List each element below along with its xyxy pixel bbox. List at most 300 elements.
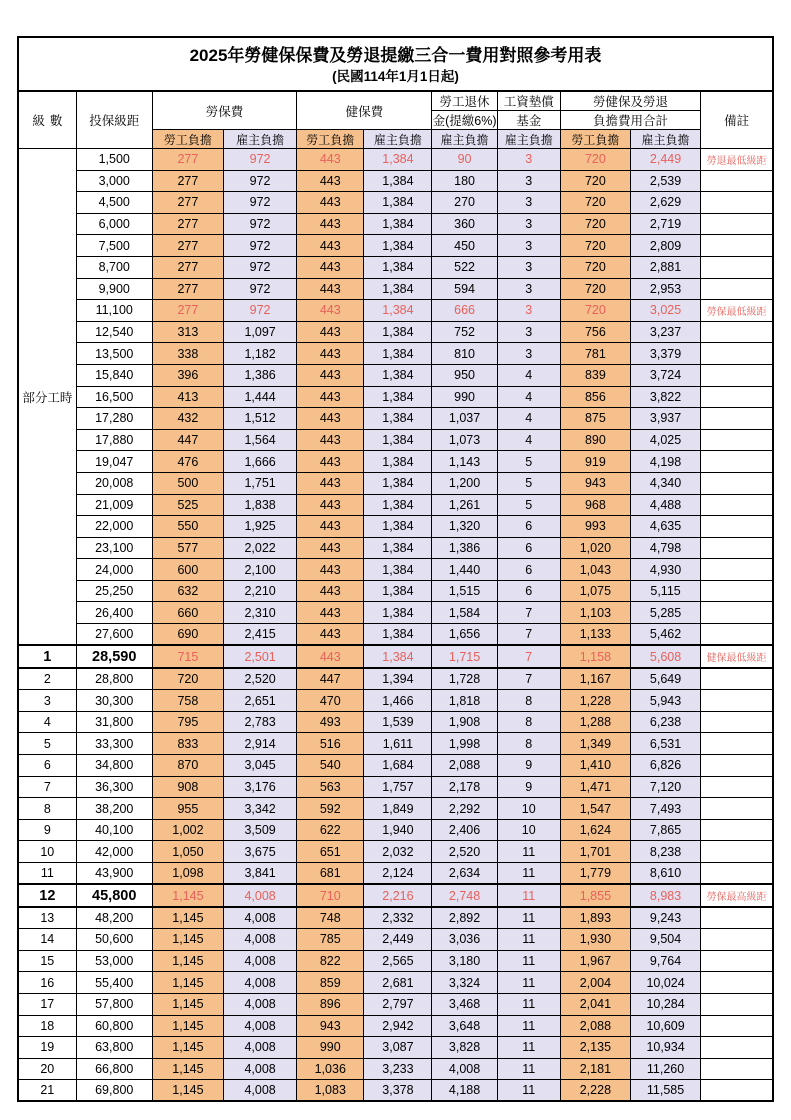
wage-fund-employer-cell: 11 [497, 1058, 560, 1080]
labor-ins-employer-cell: 4,008 [224, 950, 297, 972]
table-row [18, 755, 773, 777]
col-header-wage-fund-line1: 工資墊償 [497, 91, 560, 111]
remark-cell [701, 580, 773, 602]
wage-fund-employer-cell: 11 [497, 929, 560, 951]
bracket-cell: 8,700 [76, 256, 152, 278]
labor-ins-employer-cell: 4,008 [224, 1058, 297, 1080]
labor-ins-employer-cell: 2,210 [224, 580, 297, 602]
remark-cell [701, 494, 773, 516]
labor-ins-employer-cell: 4,008 [224, 972, 297, 994]
total-employer-cell: 6,531 [630, 733, 700, 755]
total-employee-cell: 919 [560, 451, 630, 473]
total-employer-cell: 9,764 [630, 950, 700, 972]
wage-fund-employer-cell: 6 [497, 537, 560, 559]
bracket-cell: 11,100 [76, 300, 152, 322]
labor-ins-employee-cell: 1,145 [152, 1037, 223, 1059]
table-row [18, 429, 773, 451]
level-cell: 19 [18, 1037, 76, 1059]
labor-ins-employee-cell: 277 [152, 235, 223, 257]
wage-fund-employer-cell: 4 [497, 408, 560, 430]
wage-fund-employer-cell: 3 [497, 170, 560, 192]
pension-employer-cell: 3,036 [432, 929, 497, 951]
health-ins-employee-cell: 443 [297, 408, 364, 430]
health-ins-employer-cell: 2,449 [364, 929, 432, 951]
total-employee-cell: 2,088 [560, 1015, 630, 1037]
total-employer-cell: 8,983 [630, 884, 700, 907]
wage-fund-employer-cell: 4 [497, 429, 560, 451]
wage-fund-employer-cell: 4 [497, 386, 560, 408]
level-cell: 4 [18, 711, 76, 733]
health-ins-employer-cell: 1,384 [364, 624, 432, 646]
remark-cell [701, 516, 773, 538]
remark-cell [701, 1015, 773, 1037]
labor-ins-employee-cell: 758 [152, 690, 223, 712]
health-ins-employer-cell: 3,233 [364, 1058, 432, 1080]
remark-cell: 健保最低級距 [701, 645, 773, 668]
total-employee-cell: 856 [560, 386, 630, 408]
remark-cell [701, 343, 773, 365]
labor-ins-employee-cell: 277 [152, 170, 223, 192]
table-row [18, 408, 773, 430]
total-employee-cell: 720 [560, 170, 630, 192]
labor-ins-employee-cell: 1,145 [152, 907, 223, 929]
wage-fund-employer-cell: 7 [497, 668, 560, 690]
labor-ins-employee-cell: 870 [152, 755, 223, 777]
labor-ins-employee-cell: 690 [152, 624, 223, 646]
table-row [18, 343, 773, 365]
wage-fund-employer-cell: 10 [497, 798, 560, 820]
health-ins-employer-cell: 2,124 [364, 863, 432, 885]
health-ins-employee-cell: 443 [297, 429, 364, 451]
total-employer-cell: 4,340 [630, 472, 700, 494]
total-employer-cell: 3,025 [630, 300, 700, 322]
table-title: 2025年勞健保保費及勞退提繳三合一費用對照參考用表 [189, 45, 602, 65]
table-row [18, 776, 773, 798]
col-header-pension-line1: 勞工退休 [432, 91, 497, 111]
remark-cell [701, 929, 773, 951]
health-ins-employer-cell: 1,757 [364, 776, 432, 798]
table-row [18, 451, 773, 473]
pension-employer-cell: 450 [432, 235, 497, 257]
labor-ins-employer-cell: 1,925 [224, 516, 297, 538]
health-ins-employee-cell: 651 [297, 841, 364, 863]
labor-ins-employee-cell: 277 [152, 278, 223, 300]
labor-ins-employee-cell: 277 [152, 192, 223, 214]
wage-fund-employer-cell: 6 [497, 580, 560, 602]
pension-employer-cell: 1,200 [432, 472, 497, 494]
remark-cell [701, 170, 773, 192]
table-row [18, 602, 773, 624]
total-employer-cell: 2,719 [630, 213, 700, 235]
labor-ins-employee-cell: 447 [152, 429, 223, 451]
total-employer-cell: 5,285 [630, 602, 700, 624]
labor-ins-employer-cell: 3,045 [224, 755, 297, 777]
health-ins-employee-cell: 859 [297, 972, 364, 994]
remark-cell [701, 278, 773, 300]
health-ins-employee-cell: 493 [297, 711, 364, 733]
health-ins-employer-cell: 1,384 [364, 408, 432, 430]
health-ins-employee-cell: 443 [297, 451, 364, 473]
total-employer-cell: 2,449 [630, 149, 700, 171]
level-cell: 11 [18, 863, 76, 885]
labor-ins-employer-cell: 2,100 [224, 559, 297, 581]
pension-employer-cell: 990 [432, 386, 497, 408]
pension-employer-cell: 1,440 [432, 559, 497, 581]
total-employee-cell: 756 [560, 321, 630, 343]
labor-ins-employer-cell: 3,509 [224, 819, 297, 841]
col-header-health-insurance: 健保費 [297, 91, 432, 130]
labor-ins-employer-cell: 2,501 [224, 645, 297, 668]
labor-ins-employee-cell: 1,145 [152, 950, 223, 972]
labor-ins-employee-cell: 1,145 [152, 884, 223, 907]
labor-ins-employer-cell: 2,520 [224, 668, 297, 690]
wage-fund-employer-cell: 11 [497, 884, 560, 907]
bracket-cell: 36,300 [76, 776, 152, 798]
labor-ins-employer-cell: 1,838 [224, 494, 297, 516]
labor-ins-employer-cell: 4,008 [224, 884, 297, 907]
total-employer-cell: 4,025 [630, 429, 700, 451]
pension-employer-cell: 522 [432, 256, 497, 278]
level-cell: 17 [18, 993, 76, 1015]
level-cell: 18 [18, 1015, 76, 1037]
wage-fund-employer-cell: 3 [497, 300, 560, 322]
level-cell: 10 [18, 841, 76, 863]
health-ins-employee-cell: 443 [297, 645, 364, 668]
wage-fund-employer-cell: 6 [497, 559, 560, 581]
pension-employer-cell: 3,180 [432, 950, 497, 972]
remark-cell [701, 624, 773, 646]
table-row [18, 668, 773, 690]
labor-ins-employer-cell: 2,651 [224, 690, 297, 712]
pension-employer-cell: 666 [432, 300, 497, 322]
pension-employer-cell: 1,037 [432, 408, 497, 430]
remark-cell [701, 472, 773, 494]
total-employer-cell: 4,198 [630, 451, 700, 473]
labor-ins-employee-cell: 1,145 [152, 993, 223, 1015]
remark-cell [701, 819, 773, 841]
total-employee-cell: 1,779 [560, 863, 630, 885]
health-ins-employer-cell: 1,384 [364, 580, 432, 602]
wage-fund-employer-cell: 11 [497, 1015, 560, 1037]
health-ins-employer-cell: 1,384 [364, 602, 432, 624]
wage-fund-employer-cell: 11 [497, 907, 560, 929]
labor-ins-employee-cell: 396 [152, 364, 223, 386]
total-employee-cell: 943 [560, 472, 630, 494]
health-ins-employee-cell: 443 [297, 516, 364, 538]
col-header-pension-line2: 金(提繳6%) [432, 111, 497, 130]
level-cell: 2 [18, 668, 76, 690]
table-row [18, 364, 773, 386]
total-employee-cell: 2,004 [560, 972, 630, 994]
pension-employer-cell: 2,292 [432, 798, 497, 820]
labor-ins-employee-cell: 955 [152, 798, 223, 820]
total-employee-cell: 2,181 [560, 1058, 630, 1080]
total-employer-cell: 4,488 [630, 494, 700, 516]
labor-ins-employer-cell: 3,675 [224, 841, 297, 863]
total-employer-cell: 2,881 [630, 256, 700, 278]
level-cell: 20 [18, 1058, 76, 1080]
labor-ins-employer-cell: 3,841 [224, 863, 297, 885]
total-employer-cell: 10,284 [630, 993, 700, 1015]
total-employee-cell: 1,967 [560, 950, 630, 972]
health-ins-employer-cell: 3,087 [364, 1037, 432, 1059]
table-row [18, 733, 773, 755]
labor-ins-employer-cell: 2,415 [224, 624, 297, 646]
wage-fund-employer-cell: 11 [497, 841, 560, 863]
col-header-total-line1: 勞健保及勞退 [560, 91, 700, 111]
pension-employer-cell: 1,715 [432, 645, 497, 668]
bracket-cell: 27,600 [76, 624, 152, 646]
bracket-cell: 15,840 [76, 364, 152, 386]
pension-employer-cell: 180 [432, 170, 497, 192]
wage-fund-employer-cell: 4 [497, 364, 560, 386]
total-employee-cell: 2,135 [560, 1037, 630, 1059]
pension-employer-cell: 90 [432, 149, 497, 171]
bracket-cell: 22,000 [76, 516, 152, 538]
level-cell: 7 [18, 776, 76, 798]
bracket-cell: 48,200 [76, 907, 152, 929]
wage-fund-employer-cell: 9 [497, 776, 560, 798]
health-ins-employer-cell: 3,378 [364, 1080, 432, 1102]
col-header-wage-fund-line2: 基金 [497, 111, 560, 130]
labor-ins-employee-cell: 1,002 [152, 819, 223, 841]
labor-ins-employee-cell: 1,145 [152, 1015, 223, 1037]
health-ins-employer-cell: 1,940 [364, 819, 432, 841]
labor-ins-employee-cell: 1,145 [152, 1058, 223, 1080]
health-ins-employee-cell: 443 [297, 192, 364, 214]
health-ins-employer-cell: 1,384 [364, 645, 432, 668]
health-ins-employer-cell: 2,565 [364, 950, 432, 972]
total-employee-cell: 1,893 [560, 907, 630, 929]
col-header-remark: 備註 [701, 91, 773, 149]
health-ins-employer-cell: 1,384 [364, 494, 432, 516]
level-cell: 14 [18, 929, 76, 951]
pension-employer-cell: 752 [432, 321, 497, 343]
wage-fund-employer-cell: 9 [497, 755, 560, 777]
labor-ins-employee-cell: 525 [152, 494, 223, 516]
remark-cell [701, 711, 773, 733]
total-employer-cell: 5,649 [630, 668, 700, 690]
health-ins-employer-cell: 1,384 [364, 278, 432, 300]
total-employer-cell: 3,937 [630, 408, 700, 430]
remark-cell [701, 755, 773, 777]
pension-employer-cell: 1,143 [432, 451, 497, 473]
health-ins-employer-cell: 1,394 [364, 668, 432, 690]
remark-cell [701, 690, 773, 712]
labor-ins-employee-cell: 1,145 [152, 1080, 223, 1102]
health-ins-employee-cell: 1,036 [297, 1058, 364, 1080]
health-ins-employer-cell: 1,384 [364, 559, 432, 581]
total-employer-cell: 8,610 [630, 863, 700, 885]
health-ins-employer-cell: 1,384 [364, 170, 432, 192]
table-row [18, 624, 773, 646]
remark-cell [701, 841, 773, 863]
pension-employer-cell: 2,748 [432, 884, 497, 907]
labor-ins-employer-cell: 3,176 [224, 776, 297, 798]
labor-ins-employer-cell: 972 [224, 192, 297, 214]
total-employee-cell: 1,624 [560, 819, 630, 841]
pension-employer-cell: 810 [432, 343, 497, 365]
total-employee-cell: 1,288 [560, 711, 630, 733]
health-ins-employer-cell: 2,942 [364, 1015, 432, 1037]
bracket-cell: 60,800 [76, 1015, 152, 1037]
remark-cell [701, 408, 773, 430]
pension-employer-cell: 1,073 [432, 429, 497, 451]
bracket-cell: 42,000 [76, 841, 152, 863]
pension-employer-cell: 3,828 [432, 1037, 497, 1059]
labor-ins-employer-cell: 1,751 [224, 472, 297, 494]
total-employer-cell: 6,238 [630, 711, 700, 733]
total-employer-cell: 10,609 [630, 1015, 700, 1037]
pension-employer-cell: 1,584 [432, 602, 497, 624]
table-row [18, 235, 773, 257]
total-employee-cell: 2,228 [560, 1080, 630, 1102]
labor-ins-employer-cell: 972 [224, 235, 297, 257]
table-row [18, 950, 773, 972]
labor-ins-employer-cell: 4,008 [224, 993, 297, 1015]
health-ins-employer-cell: 1,384 [364, 386, 432, 408]
health-ins-employee-cell: 748 [297, 907, 364, 929]
health-ins-employee-cell: 516 [297, 733, 364, 755]
table-row [18, 1058, 773, 1080]
remark-cell [701, 213, 773, 235]
pension-employer-cell: 1,728 [432, 668, 497, 690]
labor-ins-employee-cell: 432 [152, 408, 223, 430]
pension-employer-cell: 2,520 [432, 841, 497, 863]
fee-reference-table [17, 36, 774, 1102]
wage-fund-employer-cell: 7 [497, 602, 560, 624]
bracket-cell: 19,047 [76, 451, 152, 473]
labor-ins-employee-cell: 277 [152, 256, 223, 278]
health-ins-employee-cell: 443 [297, 213, 364, 235]
total-employer-cell: 8,238 [630, 841, 700, 863]
pension-employer-cell: 2,406 [432, 819, 497, 841]
total-employee-cell: 875 [560, 408, 630, 430]
total-employee-cell: 720 [560, 213, 630, 235]
labor-ins-employee-cell: 1,145 [152, 972, 223, 994]
table-row [18, 213, 773, 235]
labor-ins-employer-cell: 1,564 [224, 429, 297, 451]
remark-cell: 勞退最低級距 [701, 149, 773, 171]
bracket-cell: 12,540 [76, 321, 152, 343]
total-employee-cell: 1,349 [560, 733, 630, 755]
total-employee-cell: 720 [560, 149, 630, 171]
pension-employer-cell: 1,656 [432, 624, 497, 646]
health-ins-employee-cell: 563 [297, 776, 364, 798]
total-employee-cell: 720 [560, 256, 630, 278]
labor-ins-employee-cell: 833 [152, 733, 223, 755]
table-row [18, 386, 773, 408]
health-ins-employee-cell: 785 [297, 929, 364, 951]
table-row [18, 993, 773, 1015]
total-employee-cell: 1,103 [560, 602, 630, 624]
subheader-pension-employer: 雇主負擔 [432, 130, 497, 149]
total-employer-cell: 3,379 [630, 343, 700, 365]
remark-cell [701, 192, 773, 214]
wage-fund-employer-cell: 11 [497, 1080, 560, 1102]
bracket-cell: 43,900 [76, 863, 152, 885]
health-ins-employer-cell: 1,384 [364, 516, 432, 538]
total-employee-cell: 1,020 [560, 537, 630, 559]
total-employee-cell: 2,041 [560, 993, 630, 1015]
remark-cell [701, 1080, 773, 1102]
health-ins-employee-cell: 540 [297, 755, 364, 777]
health-ins-employee-cell: 443 [297, 472, 364, 494]
fee-table-sheet [17, 36, 774, 1102]
table-row [18, 690, 773, 712]
total-employee-cell: 1,471 [560, 776, 630, 798]
health-ins-employer-cell: 2,332 [364, 907, 432, 929]
bracket-cell: 45,800 [76, 884, 152, 907]
table-row [18, 645, 773, 668]
health-ins-employer-cell: 1,384 [364, 364, 432, 386]
labor-ins-employer-cell: 4,008 [224, 929, 297, 951]
total-employee-cell: 720 [560, 192, 630, 214]
health-ins-employee-cell: 443 [297, 580, 364, 602]
total-employer-cell: 11,585 [630, 1080, 700, 1102]
wage-fund-employer-cell: 3 [497, 192, 560, 214]
remark-cell [701, 235, 773, 257]
bracket-cell: 69,800 [76, 1080, 152, 1102]
labor-ins-employee-cell: 1,145 [152, 929, 223, 951]
remark-cell [701, 972, 773, 994]
pension-employer-cell: 3,468 [432, 993, 497, 1015]
total-employer-cell: 4,635 [630, 516, 700, 538]
title-block [18, 37, 773, 91]
total-employee-cell: 1,701 [560, 841, 630, 863]
total-employer-cell: 5,115 [630, 580, 700, 602]
table-row [18, 300, 773, 322]
health-ins-employee-cell: 443 [297, 364, 364, 386]
total-employer-cell: 9,504 [630, 929, 700, 951]
health-ins-employer-cell: 2,681 [364, 972, 432, 994]
labor-ins-employer-cell: 2,914 [224, 733, 297, 755]
total-employer-cell: 5,943 [630, 690, 700, 712]
total-employer-cell: 9,243 [630, 907, 700, 929]
table-row [18, 559, 773, 581]
total-employer-cell: 2,539 [630, 170, 700, 192]
remark-cell: 勞保最低級距 [701, 300, 773, 322]
total-employer-cell: 4,930 [630, 559, 700, 581]
pension-employer-cell: 3,648 [432, 1015, 497, 1037]
bracket-cell: 28,590 [76, 645, 152, 668]
total-employer-cell: 5,608 [630, 645, 700, 668]
labor-ins-employer-cell: 1,444 [224, 386, 297, 408]
table-row [18, 537, 773, 559]
labor-ins-employer-cell: 4,008 [224, 907, 297, 929]
wage-fund-employer-cell: 5 [497, 494, 560, 516]
wage-fund-employer-cell: 3 [497, 213, 560, 235]
health-ins-employee-cell: 443 [297, 537, 364, 559]
bracket-cell: 30,300 [76, 690, 152, 712]
remark-cell [701, 451, 773, 473]
subheader-labor-employee: 勞工負擔 [152, 130, 223, 149]
health-ins-employee-cell: 443 [297, 559, 364, 581]
col-header-level: 級數 [18, 91, 76, 149]
total-employee-cell: 1,930 [560, 929, 630, 951]
table-row [18, 516, 773, 538]
total-employee-cell: 781 [560, 343, 630, 365]
labor-ins-employee-cell: 660 [152, 602, 223, 624]
health-ins-employee-cell: 710 [297, 884, 364, 907]
total-employee-cell: 1,167 [560, 668, 630, 690]
total-employee-cell: 993 [560, 516, 630, 538]
pension-employer-cell: 1,818 [432, 690, 497, 712]
wage-fund-employer-cell: 8 [497, 711, 560, 733]
labor-ins-employee-cell: 476 [152, 451, 223, 473]
total-employee-cell: 1,410 [560, 755, 630, 777]
bracket-cell: 57,800 [76, 993, 152, 1015]
